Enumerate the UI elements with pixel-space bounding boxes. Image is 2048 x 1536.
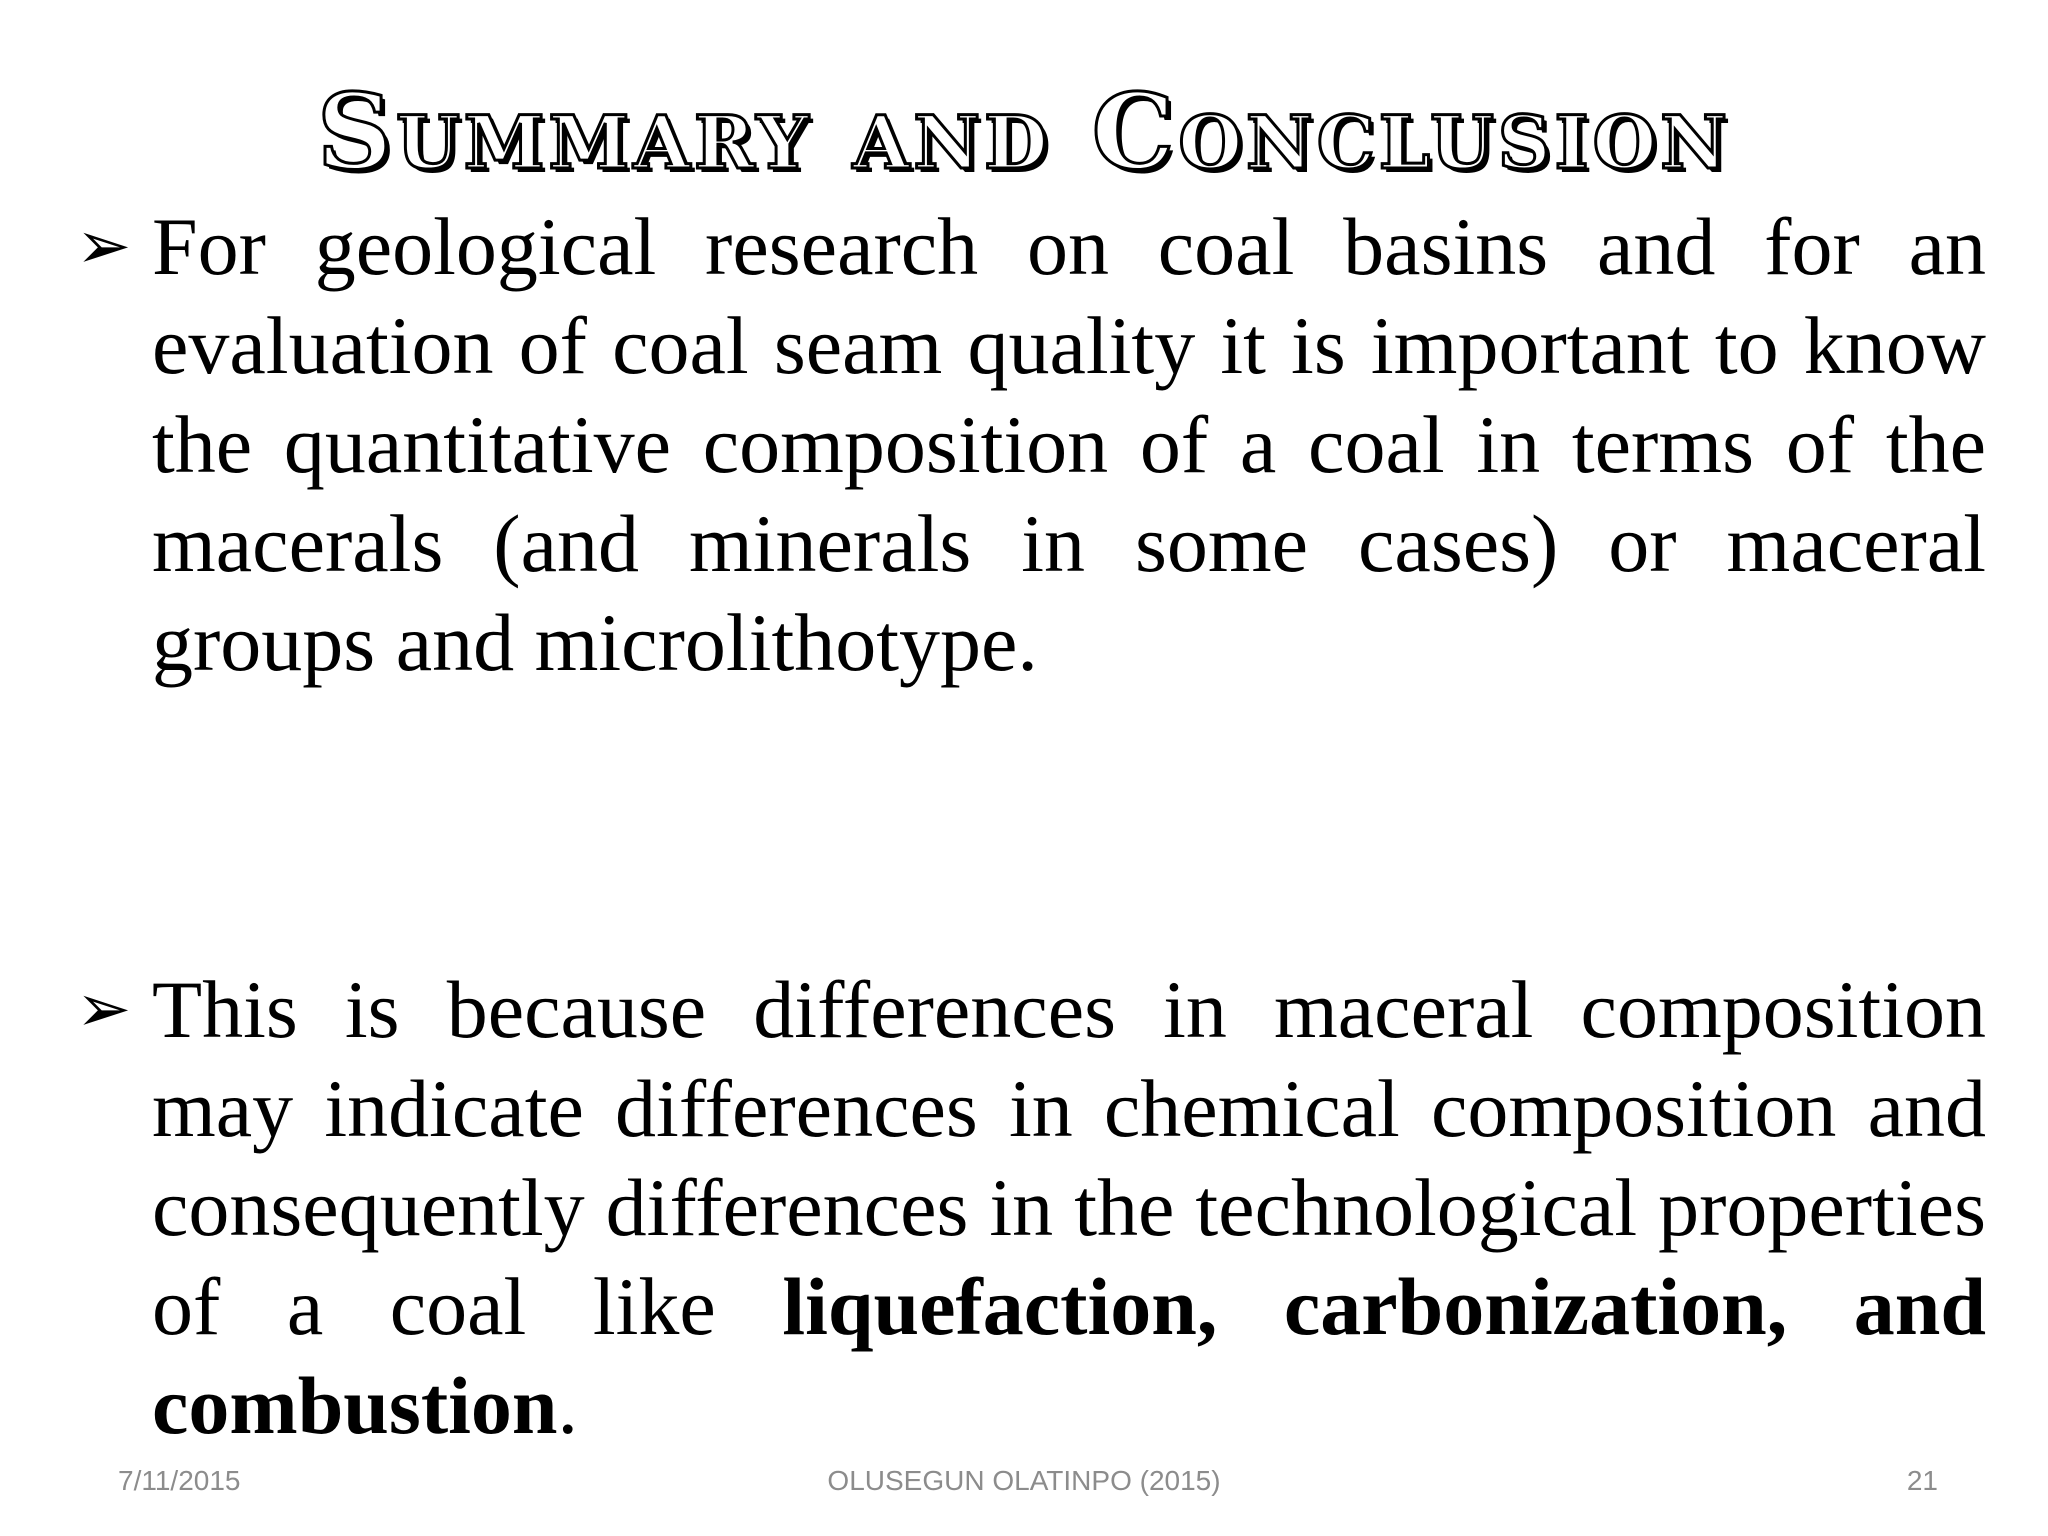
bullet-text-2-trailing: . [557,1360,579,1451]
bullet-text-2-content: This is because differences in maceral composition may indicate differences in chemical composition and consequently differences in the technological properties of a coal like [152,964,1986,1352]
bullet-text-2 [152,960,1986,1455]
slide-title: Summary and Conclusion [316,70,1731,193]
footer-author: OLUSEGUN OLATINPO (2015) [827,1465,1221,1496]
bullet-text-1 [152,197,1986,692]
arrowhead-bullet-icon: ➢ [76,973,132,1046]
bullet-item-1 [76,197,1986,692]
bullet-text-1-content: For geological research on coal basins and for an evaluation of coal seam quality it is important to know the quantitative composition of a coal in terms of the macerals (and minerals in some cases) or maceral groups and microlithotype. [152,201,1986,688]
footer-page-number: 21 [1906,1465,1938,1496]
arrowhead-bullet-icon: ➢ [76,210,132,283]
footer-date: 7/11/2015 [118,1465,241,1496]
bullet-item-2 [76,960,1986,1455]
bullet-text-2-emphasis: liquefaction, carbonization, and combustion [152,1261,1986,1451]
